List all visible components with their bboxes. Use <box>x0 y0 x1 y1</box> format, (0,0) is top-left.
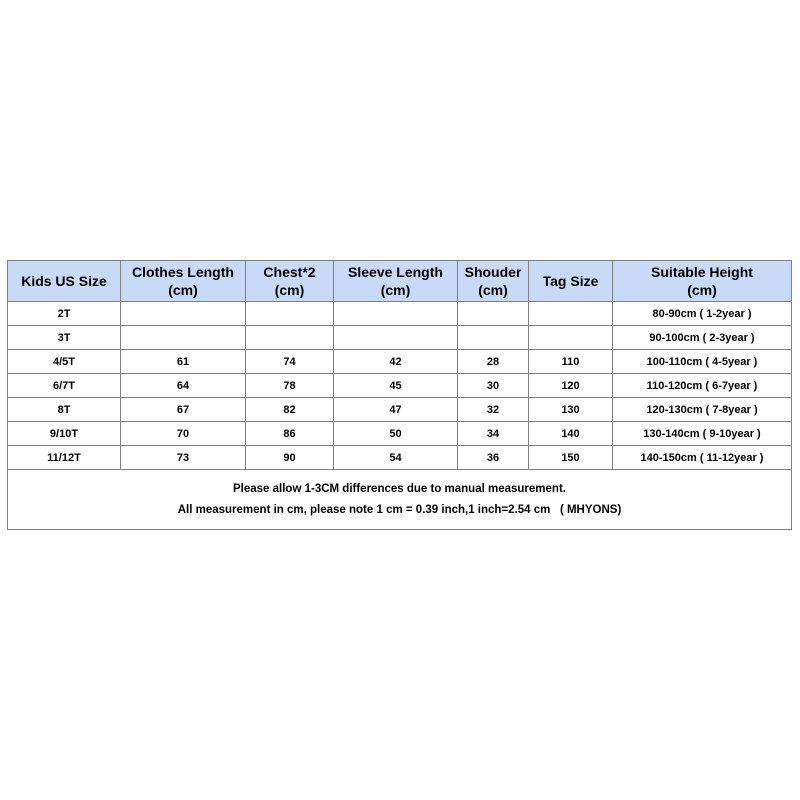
header-chest: Chest*2 (cm) <box>246 261 334 302</box>
cell-size: 9/10T <box>8 422 121 446</box>
notes-cell <box>8 470 792 530</box>
header-kids-us-size: Kids US Size <box>8 261 121 302</box>
size-chart-body <box>8 302 792 470</box>
cell-tag-size <box>529 326 613 350</box>
table-row <box>8 326 792 350</box>
cell-chest: 82 <box>246 398 334 422</box>
cell-tag-size: 120 <box>529 374 613 398</box>
cell-suitable-height: 140-150cm ( 11-12year ) <box>613 446 792 470</box>
cell-sleeve-length <box>334 326 458 350</box>
cell-size: 4/5T <box>8 350 121 374</box>
cell-chest: 78 <box>246 374 334 398</box>
cell-suitable-height: 80-90cm ( 1-2year ) <box>613 302 792 326</box>
cell-tag-size: 110 <box>529 350 613 374</box>
cell-suitable-height: 130-140cm ( 9-10year ) <box>613 422 792 446</box>
cell-sleeve-length: 54 <box>334 446 458 470</box>
cell-tag-size: 150 <box>529 446 613 470</box>
table-row <box>8 422 792 446</box>
note-measurement-difference: Please allow 1-3CM differences due to manual measurement. <box>233 482 566 495</box>
cell-sleeve-length <box>334 302 458 326</box>
header-sleeve-length: Sleeve Length (cm) <box>334 261 458 302</box>
cell-sleeve-length: 42 <box>334 350 458 374</box>
cell-shoulder: 28 <box>458 350 529 374</box>
cell-clothes-length: 67 <box>121 398 246 422</box>
cell-tag-size: 140 <box>529 422 613 446</box>
cell-shoulder: 34 <box>458 422 529 446</box>
size-chart-table <box>7 260 792 530</box>
cell-clothes-length: 64 <box>121 374 246 398</box>
cell-tag-size <box>529 302 613 326</box>
cell-sleeve-length: 47 <box>334 398 458 422</box>
header-row <box>8 261 792 302</box>
table-row <box>8 398 792 422</box>
cell-sleeve-length: 45 <box>334 374 458 398</box>
cell-chest <box>246 326 334 350</box>
header-clothes-length: Clothes Length (cm) <box>121 261 246 302</box>
cell-shoulder <box>458 302 529 326</box>
cell-suitable-height: 90-100cm ( 2-3year ) <box>613 326 792 350</box>
cell-size: 8T <box>8 398 121 422</box>
notes-row <box>8 470 792 530</box>
cell-size: 3T <box>8 326 121 350</box>
cell-shoulder: 36 <box>458 446 529 470</box>
table-row <box>8 302 792 326</box>
cell-shoulder: 30 <box>458 374 529 398</box>
cell-clothes-length: 73 <box>121 446 246 470</box>
cell-clothes-length <box>121 326 246 350</box>
header-suitable-height: Suitable Height (cm) <box>613 261 792 302</box>
note-unit-conversion: All measurement in cm, please note 1 cm = 0.39 inch,1 inch=2.54 cm ( MHYONS) <box>177 503 622 516</box>
cell-suitable-height: 120-130cm ( 7-8year ) <box>613 398 792 422</box>
size-chart-footer <box>8 470 792 530</box>
cell-suitable-height: 100-110cm ( 4-5year ) <box>613 350 792 374</box>
cell-clothes-length <box>121 302 246 326</box>
cell-tag-size: 130 <box>529 398 613 422</box>
cell-chest <box>246 302 334 326</box>
cell-suitable-height: 110-120cm ( 6-7year ) <box>613 374 792 398</box>
size-chart-header <box>8 261 792 302</box>
cell-shoulder <box>458 326 529 350</box>
cell-size: 6/7T <box>8 374 121 398</box>
cell-clothes-length: 61 <box>121 350 246 374</box>
cell-size: 2T <box>8 302 121 326</box>
cell-chest: 90 <box>246 446 334 470</box>
cell-clothes-length: 70 <box>121 422 246 446</box>
cell-sleeve-length: 50 <box>334 422 458 446</box>
cell-size: 11/12T <box>8 446 121 470</box>
cell-shoulder: 32 <box>458 398 529 422</box>
cell-chest: 74 <box>246 350 334 374</box>
header-tag-size: Tag Size <box>529 261 613 302</box>
table-row <box>8 350 792 374</box>
header-shoulder: Shouder (cm) <box>458 261 529 302</box>
table-row <box>8 374 792 398</box>
table-row <box>8 446 792 470</box>
cell-chest: 86 <box>246 422 334 446</box>
